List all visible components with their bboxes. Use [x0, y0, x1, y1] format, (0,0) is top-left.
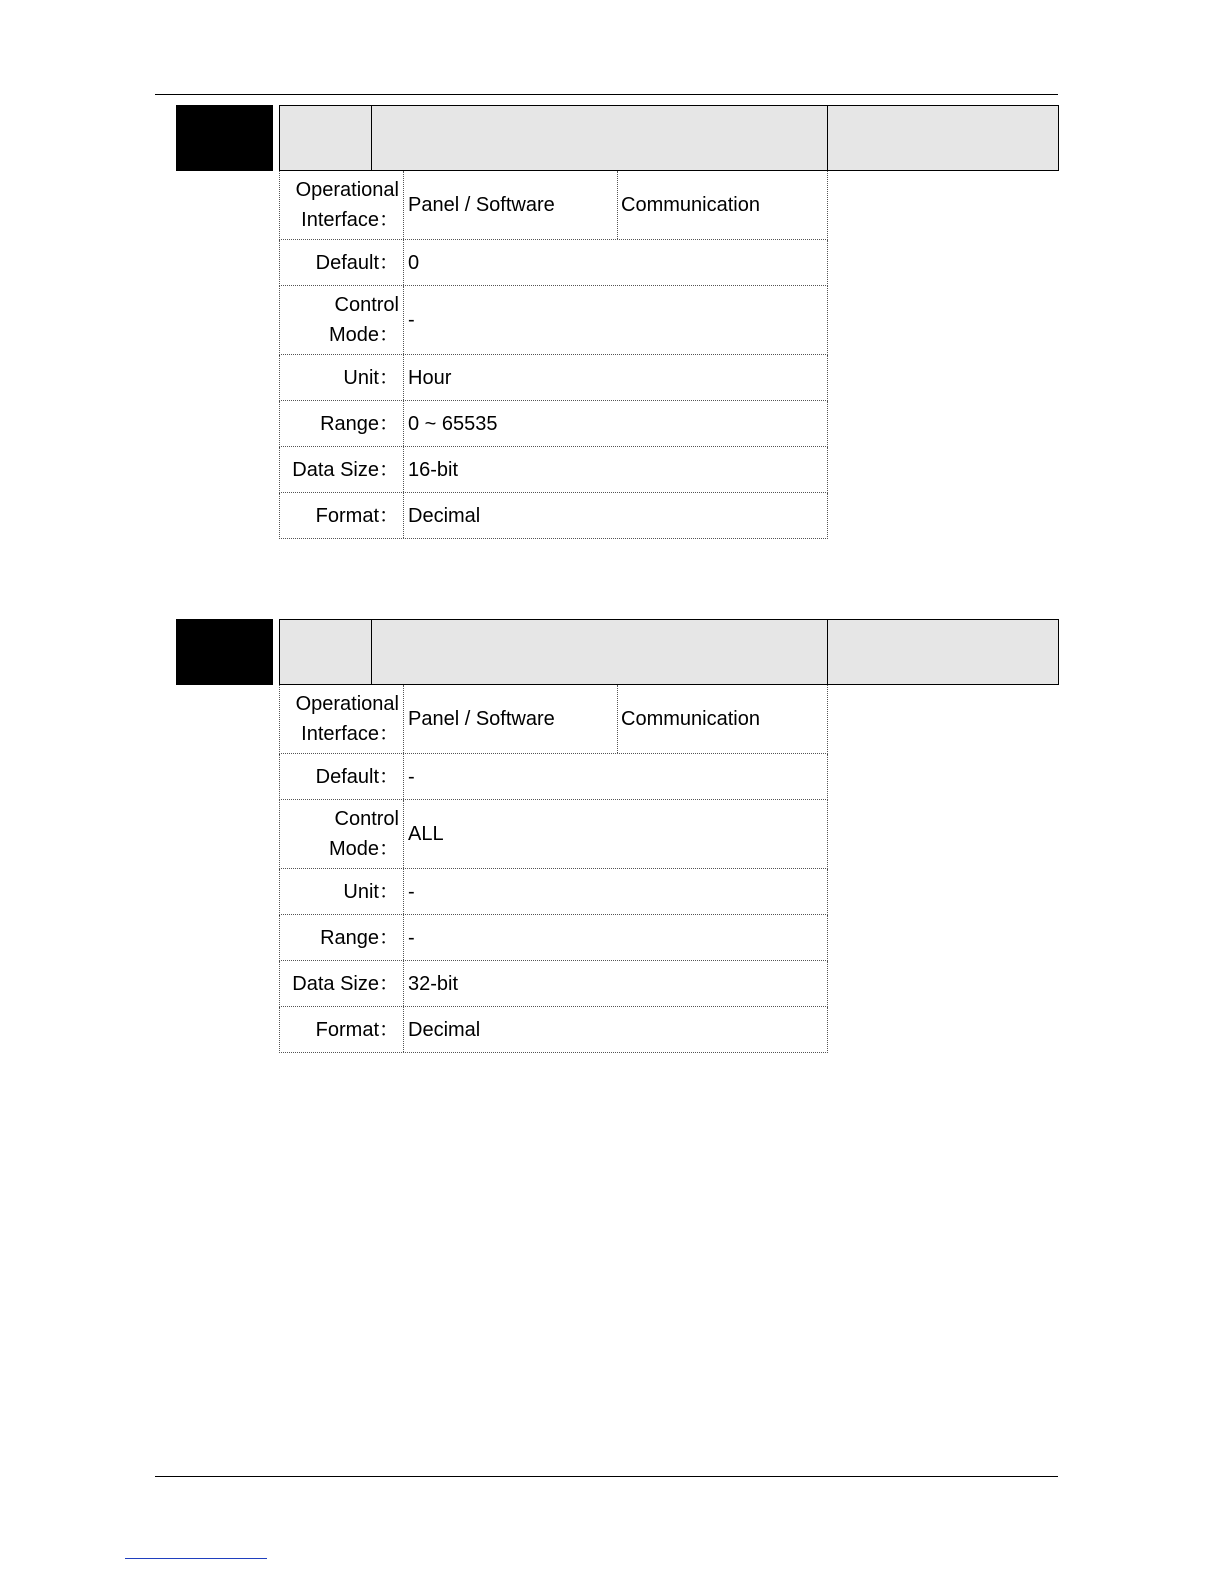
- row-format: [279, 1007, 828, 1053]
- row-format: [279, 493, 828, 539]
- footer-link-underline[interactable]: [125, 1558, 267, 1559]
- parameter-header-name: [371, 619, 829, 685]
- value-control-mode: ALL: [408, 823, 444, 845]
- row-operational-interface: [279, 171, 828, 240]
- value-unit: -: [408, 880, 415, 903]
- footer-rule: [155, 1476, 1058, 1477]
- parameter-header-address: [279, 105, 373, 171]
- value-range: -: [408, 926, 415, 949]
- label-line: Operational: [295, 693, 399, 715]
- parameter-header-ref: [827, 619, 1059, 685]
- label-line: Control: [334, 808, 399, 830]
- label-data-size: Data Size：: [280, 961, 404, 1006]
- row-range: [279, 401, 828, 447]
- label-control-mode: [280, 800, 404, 868]
- value-control-mode: -: [408, 309, 415, 331]
- label-default: Default：: [280, 240, 404, 285]
- parameter-header-ref: [827, 105, 1059, 171]
- value-communication: Communication: [617, 685, 760, 753]
- value-data-size: 32-bit: [408, 972, 459, 995]
- label-line: Mode：: [328, 324, 399, 346]
- label-line: Mode：: [328, 838, 399, 860]
- value-communication: Communication: [617, 171, 760, 239]
- label-line: Interface：: [301, 209, 399, 231]
- attribute-table: [279, 171, 828, 539]
- label-default: Default：: [280, 754, 404, 799]
- label-unit: Unit：: [280, 355, 404, 400]
- label-range: Range：: [280, 401, 404, 446]
- value-data-size: 16-bit: [408, 458, 459, 481]
- row-data-size: [279, 447, 828, 493]
- label-range: Range：: [280, 915, 404, 960]
- value-panel-software: Panel / Software: [408, 708, 555, 730]
- label-data-size: Data Size：: [280, 447, 404, 492]
- label-line: Control: [334, 294, 399, 316]
- row-unit: [279, 355, 828, 401]
- row-data-size: [279, 961, 828, 1007]
- value-default: 0: [408, 251, 420, 274]
- row-default: [279, 754, 828, 800]
- label-line: Interface：: [301, 723, 399, 745]
- row-default: [279, 240, 828, 286]
- row-unit: [279, 869, 828, 915]
- row-control-mode: [279, 286, 828, 355]
- parameter-code-block: [176, 105, 273, 171]
- header-rule: [155, 94, 1058, 95]
- label-operational-interface: [280, 171, 404, 239]
- label-unit: Unit：: [280, 869, 404, 914]
- label-operational-interface: [280, 685, 404, 753]
- label-control-mode: [280, 286, 404, 354]
- row-range: [279, 915, 828, 961]
- value-panel-software: Panel / Software: [408, 194, 555, 216]
- row-operational-interface: [279, 685, 828, 754]
- label-format: Format：: [280, 1007, 404, 1052]
- parameter-header-address: [279, 619, 373, 685]
- attribute-table: [279, 685, 828, 1053]
- value-range: 0 ~ 65535: [408, 412, 498, 435]
- label-line: Operational: [295, 179, 399, 201]
- parameter-header-name: [371, 105, 829, 171]
- parameter-code-block: [176, 619, 273, 685]
- value-format: Decimal: [408, 504, 481, 527]
- value-unit: Hour: [408, 366, 452, 389]
- value-default: -: [408, 765, 415, 788]
- label-format: Format：: [280, 493, 404, 538]
- row-control-mode: [279, 800, 828, 869]
- value-format: Decimal: [408, 1018, 481, 1041]
